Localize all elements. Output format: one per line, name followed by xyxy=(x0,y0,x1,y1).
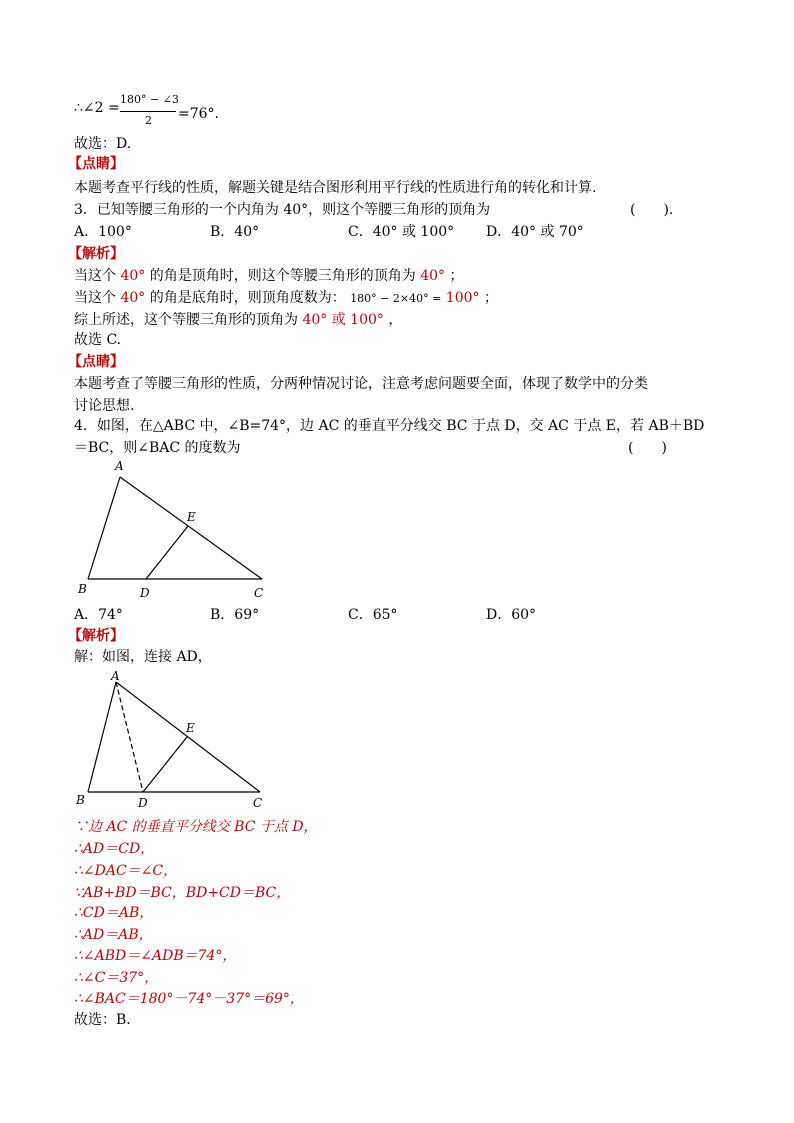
solution-step-8: ∴∠C＝37°， xyxy=(74,970,159,986)
vertex-label-a: A xyxy=(111,669,120,683)
q2-conclusion-line xyxy=(74,98,120,118)
solution-step-9: ∴∠BAC＝180°－74°－37°＝69°， xyxy=(74,991,304,1007)
q3-tip-header: 【点睛】 xyxy=(68,354,124,370)
segment-ab xyxy=(88,682,116,792)
q3-option-a: A．100° xyxy=(74,224,132,240)
q3-answer: 故选 C. xyxy=(74,332,122,348)
vertex-label-b: B xyxy=(78,582,87,596)
text: ， xyxy=(388,312,403,328)
solution-step-6: ∴AD＝AB， xyxy=(74,927,153,943)
solution-figure xyxy=(70,667,280,817)
q4-option-b: B．69° xyxy=(210,607,260,623)
point-label-d: D xyxy=(138,796,148,810)
q4-answer: 故选：B. xyxy=(74,1012,131,1028)
vertex-label-a: A xyxy=(115,459,124,473)
q2-answer: 故选：D. xyxy=(74,136,132,152)
q4-option-d: D．60° xyxy=(486,607,537,623)
text: 当这个 xyxy=(74,268,116,284)
text: 的角是底角时，则顶角度数为： xyxy=(149,290,346,306)
q2-result: =76°. xyxy=(178,106,219,122)
q4-analysis-header: 【解析】 xyxy=(68,628,124,644)
point-label-e: E xyxy=(186,721,195,735)
solution-step-5: ∴CD＝AB， xyxy=(74,905,154,921)
q3-analysis-line1 xyxy=(74,266,463,286)
q2-tip-header: 【点睛】 xyxy=(68,156,124,172)
segment-de xyxy=(146,526,188,579)
solution-step-1: ∵边 AC 的垂直平分线交 BC 于点 D， xyxy=(74,819,318,835)
q2-conclusion-prefix: ∴∠2 = xyxy=(74,100,120,116)
q2-tip: 本题考查平行线的性质，解题关键是结合图形利用平行线的性质进行角的转化和计算. xyxy=(74,180,597,196)
angle-value: 100° xyxy=(445,290,480,306)
q3-analysis-line3 xyxy=(74,310,402,330)
q4-stem-line2: ＝BC，则∠BAC 的度数为 xyxy=(74,440,241,456)
text: ； xyxy=(449,268,464,284)
fraction-numerator: 180° − ∠3 xyxy=(120,93,179,106)
q4-option-c: C．65° xyxy=(348,607,398,623)
q4-answer-bracket: ( ) xyxy=(628,440,667,456)
q3-stem: 3．已知等腰三角形的一个内角为 40°，则这个等腰三角形的顶角为 xyxy=(74,202,491,218)
angle-value: 40° xyxy=(420,268,446,284)
q3-option-b: B．40° xyxy=(210,224,260,240)
fraction-denominator: 2 xyxy=(145,114,152,127)
q3-answer-bracket: ( ). xyxy=(630,202,674,218)
angle-value: 40° xyxy=(120,290,146,306)
text: 的角是顶角时，则这个等腰三角形的顶角为 xyxy=(149,268,416,284)
calculation: 180° − 2×40° = xyxy=(350,292,442,305)
text: 当这个 xyxy=(74,290,116,306)
q3-analysis-header: 【解析】 xyxy=(68,246,124,262)
fraction-bar xyxy=(120,111,176,112)
point-label-d: D xyxy=(140,586,150,600)
angle-value: 40° xyxy=(120,268,146,284)
segment-de xyxy=(143,737,187,792)
q4-option-a: A．74° xyxy=(74,607,123,623)
text: ； xyxy=(483,290,498,306)
solution-step-4: ∵AB+BD＝BC，BD+CD＝BC， xyxy=(74,885,291,901)
text: 综上所述，这个等腰三角形的顶角为 xyxy=(74,312,298,328)
triangle-figure xyxy=(70,455,280,605)
point-label-e: E xyxy=(187,510,196,524)
vertex-label-c: C xyxy=(253,796,263,810)
angle-value: 40° 或 100° xyxy=(302,312,384,328)
solution-step-2: ∴AD＝CD， xyxy=(74,841,155,857)
solution-step-7: ∴∠ABD＝∠ADB＝74°， xyxy=(74,948,237,964)
q3-tip-line1: 本题考查了等腰三角形的性质，分两种情况讨论，注意考虑问题要全面，体现了数学中的分类 xyxy=(74,376,648,392)
segment-ac xyxy=(116,682,260,792)
solution-step-3: ∴∠DAC＝∠C， xyxy=(74,863,178,879)
vertex-label-b: B xyxy=(76,793,85,807)
segment-ab xyxy=(88,477,120,579)
q4-stem-line1: 4．如图，在△ABC 中，∠B=74°，边 AC 的垂直平分线交 BC 于点 D，交 AC 于点 E，若 AB＋BD xyxy=(74,418,705,434)
dashed-segment-ad xyxy=(116,682,143,792)
q3-option-c: C．40° 或 100° xyxy=(348,224,455,240)
segment-ac xyxy=(120,477,262,579)
q3-analysis-line2 xyxy=(74,288,498,308)
q4-solution-intro: 解：如图，连接 AD， xyxy=(74,649,212,665)
q3-option-d: D．40° 或 70° xyxy=(486,224,584,240)
q3-tip-line2: 讨论思想. xyxy=(74,398,135,414)
vertex-label-c: C xyxy=(254,586,264,600)
